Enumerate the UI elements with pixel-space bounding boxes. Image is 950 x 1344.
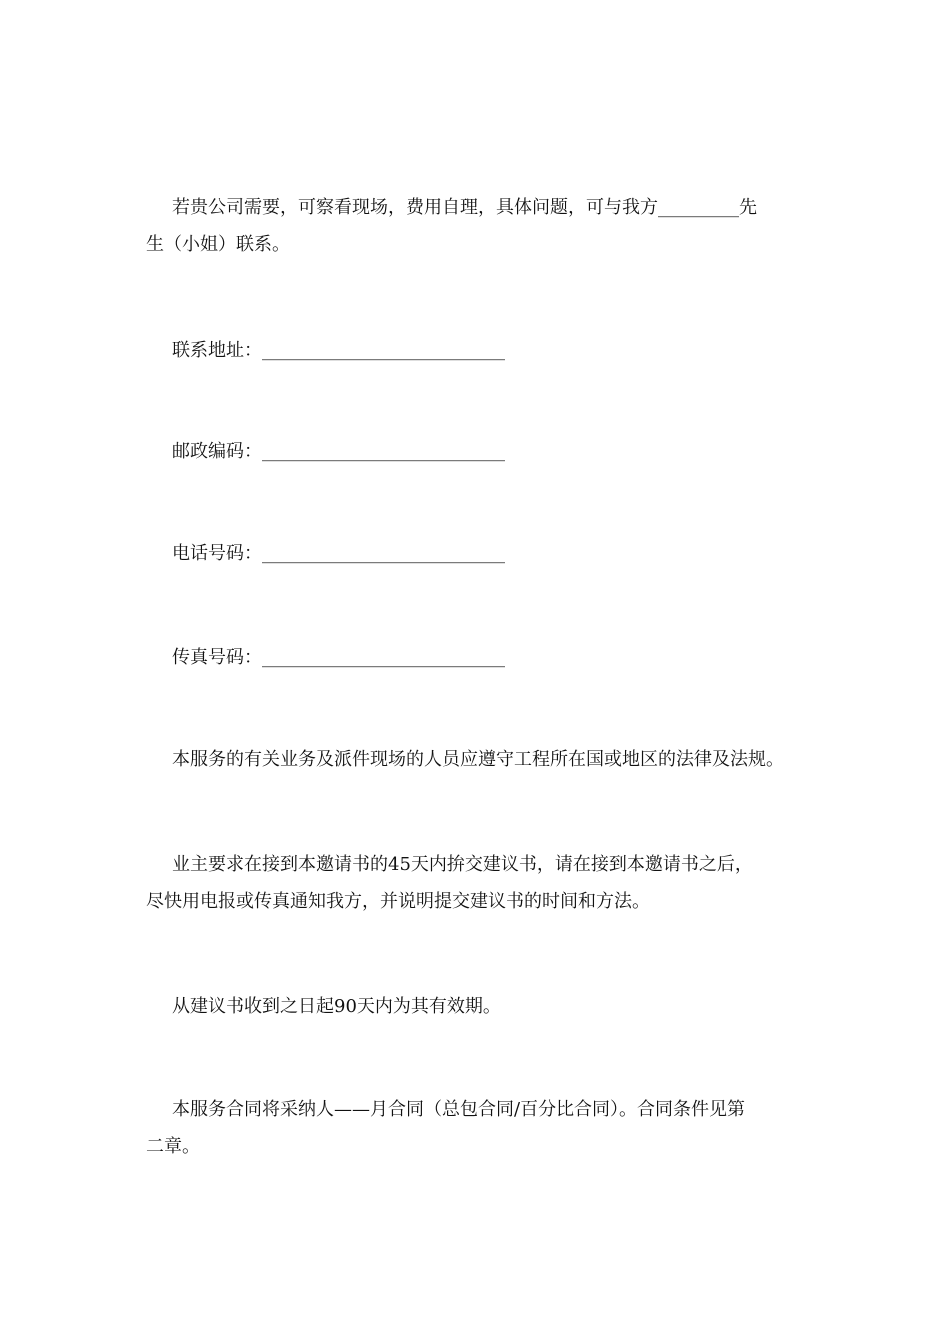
submission-paragraph-line-2: 尽快用电报或传真通知我方，并说明提交建议书的时间和方法。: [146, 891, 650, 912]
postcode-field: 邮政编码：___________________________: [172, 441, 505, 462]
contact-address-field: 联系地址：___________________________: [172, 340, 505, 361]
phone-number-field: 电话号码：___________________________: [172, 543, 505, 564]
site-visit-paragraph-line-1: 若贵公司需要，可察看现场，费用自理，具体问题，可与我方_________先: [172, 197, 757, 218]
contract-paragraph-line-1: 本服务合同将采纳人——月合同（总包合同/百分比合同）。合同条件见第: [172, 1099, 746, 1120]
fax-number-field: 传真号码：___________________________: [172, 647, 505, 668]
submission-paragraph-line-1: 业主要求在接到本邀请书的45天内拚交建议书，请在接到本邀请书之后，: [172, 854, 753, 875]
contract-paragraph-line-2: 二章。: [146, 1136, 200, 1157]
laws-paragraph: 本服务的有关业务及派件现场的人员应遵守工程所在国或地区的法律及法规。: [172, 749, 784, 770]
validity-paragraph: 从建议书收到之日起90天内为其有效期。: [172, 996, 501, 1017]
site-visit-paragraph-line-2: 生（小姐）联系。: [146, 234, 290, 255]
